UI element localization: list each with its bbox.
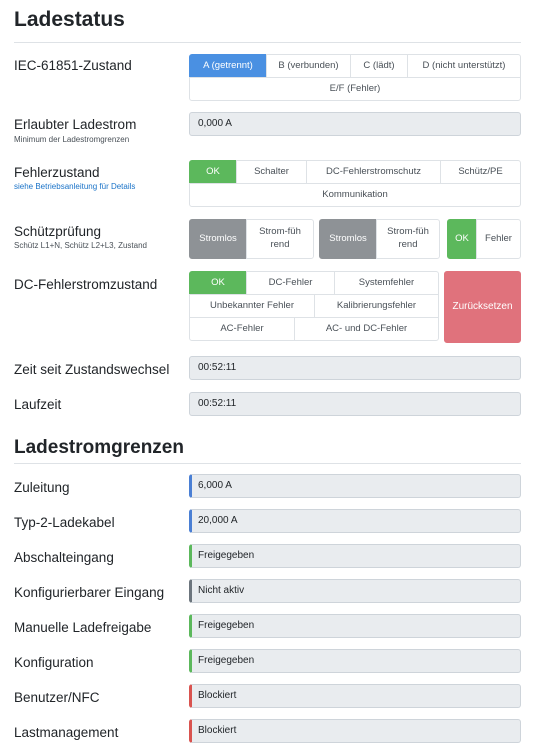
dc-fault-calibration-error-button[interactable]: Kalibrierungsfehler bbox=[314, 294, 439, 318]
dc-fault-dc-error-button[interactable]: DC-Fehler bbox=[246, 271, 335, 295]
dc-fault-label: DC-Fehlerstromzustand bbox=[14, 277, 158, 292]
dc-fault-ac-dc-error-button[interactable]: AC- und DC-Fehler bbox=[294, 317, 439, 341]
limit-label: Konfiguration bbox=[14, 655, 94, 670]
limit-label: Konfigurierbarer Eingang bbox=[14, 585, 165, 600]
contactor2-energized-button[interactable] bbox=[376, 219, 440, 259]
limit-value: Freigegeben bbox=[189, 544, 521, 568]
dc-fault-unknown-error-button[interactable]: Unbekannter Fehler bbox=[189, 294, 315, 318]
limit-label: Abschalteingang bbox=[14, 550, 114, 565]
allowed-current-value: 0,000 A bbox=[189, 112, 521, 136]
uptime-value: 00:52:11 bbox=[189, 392, 521, 416]
limit-value: Blockiert bbox=[189, 684, 521, 708]
iec-state-a-button[interactable]: A (getrennt) bbox=[189, 54, 267, 78]
section-divider bbox=[14, 463, 521, 464]
error-communication-button[interactable]: Kommunikation bbox=[189, 183, 521, 207]
reset-button[interactable]: Zurücksetzen bbox=[444, 271, 521, 343]
uptime-label: Laufzeit bbox=[14, 397, 62, 412]
error-dc-protection-button[interactable]: DC-Fehlerstromschutz bbox=[306, 160, 441, 184]
limit-label: Typ-2-Ladekabel bbox=[14, 515, 115, 530]
limit-label: Manuelle Ladefreigabe bbox=[14, 620, 152, 635]
error-ok-button[interactable]: OK bbox=[189, 160, 237, 184]
limit-value: Freigegeben bbox=[189, 649, 521, 673]
contactor-check-sublabel: Schütz L1+N, Schütz L2+L3, Zustand bbox=[14, 241, 147, 250]
allowed-current-label: Erlaubter Ladestrom bbox=[14, 117, 137, 132]
limit-label: Zuleitung bbox=[14, 480, 70, 495]
limit-value: Nicht aktiv bbox=[189, 579, 521, 603]
section-title-ladestatus: Ladestatus bbox=[14, 8, 125, 31]
limit-value: 6,000 A bbox=[189, 474, 521, 498]
dc-fault-ok-button[interactable]: OK bbox=[189, 271, 247, 295]
error-state-manual-link[interactable]: siehe Betriebsanleitung für Details bbox=[14, 182, 136, 191]
limit-value: 20,000 A bbox=[189, 509, 521, 533]
contactor2-energized-label: Strom-führend bbox=[387, 226, 429, 250]
limit-label: Lastmanagement bbox=[14, 725, 119, 740]
section-title-ladestromgrenzen: Ladestromgrenzen bbox=[14, 437, 184, 458]
contactor1-energized-label: Strom-führend bbox=[259, 226, 301, 250]
contactor-state-error-button[interactable]: Fehler bbox=[476, 219, 521, 259]
limit-value: Freigegeben bbox=[189, 614, 521, 638]
iec-state-c-button[interactable]: C (lädt) bbox=[350, 54, 408, 78]
contactor-check-label: Schützprüfung bbox=[14, 224, 102, 239]
contactor1-deenergized-button[interactable]: Stromlos bbox=[189, 219, 247, 259]
allowed-current-sublabel: Minimum der Ladestromgrenzen bbox=[14, 135, 130, 144]
contactor-state-ok-button[interactable]: OK bbox=[447, 219, 477, 259]
contactor1-energized-button[interactable] bbox=[246, 219, 314, 259]
error-state-label: Fehlerzustand bbox=[14, 165, 100, 180]
limit-label: Benutzer/NFC bbox=[14, 690, 100, 705]
iec-state-d-button[interactable]: D (nicht unterstützt) bbox=[407, 54, 521, 78]
iec-state-label: IEC-61851-Zustand bbox=[14, 58, 132, 73]
limit-value: Blockiert bbox=[189, 719, 521, 743]
dc-fault-system-error-button[interactable]: Systemfehler bbox=[334, 271, 439, 295]
contactor2-deenergized-button[interactable]: Stromlos bbox=[319, 219, 377, 259]
dc-fault-ac-error-button[interactable]: AC-Fehler bbox=[189, 317, 295, 341]
section-divider bbox=[14, 42, 521, 43]
iec-state-ef-button[interactable]: E/F (Fehler) bbox=[189, 77, 521, 101]
iec-state-b-button[interactable]: B (verbunden) bbox=[266, 54, 351, 78]
time-since-change-value: 00:52:11 bbox=[189, 356, 521, 380]
error-switch-button[interactable]: Schalter bbox=[236, 160, 307, 184]
time-since-change-label: Zeit seit Zustandswechsel bbox=[14, 362, 170, 377]
error-contactor-pe-button[interactable]: Schütz/PE bbox=[440, 160, 521, 184]
